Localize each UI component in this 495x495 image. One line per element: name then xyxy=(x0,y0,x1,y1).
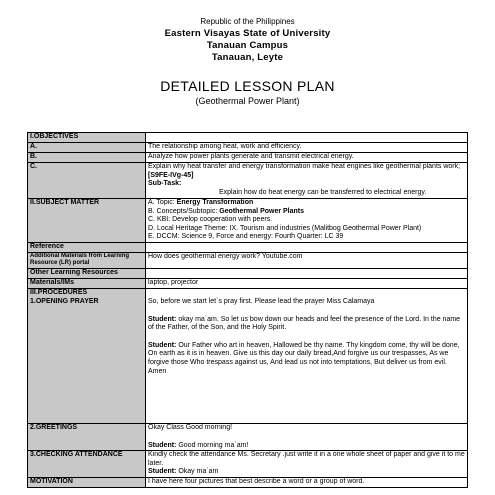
other-resources-value xyxy=(146,269,468,279)
document-title: DETAILED LESSON PLAN xyxy=(160,78,335,94)
prayer-response-1: okay ma`am. So let us bow down our heads and feel the presence of the Lord. In the name of the Father, of the Son, and the Holy Spirit. xyxy=(148,315,461,332)
table-row xyxy=(28,163,468,199)
topic-prefix: A. Topic: xyxy=(148,199,177,206)
objective-c-label: C. xyxy=(28,163,146,199)
lesson-plan-table xyxy=(27,132,468,488)
motivation-label: MOTIVATION xyxy=(28,478,146,488)
objective-c-code: [S9FE-IVg-45] xyxy=(148,171,194,179)
subtask-label: Sub-Task: xyxy=(148,180,182,188)
materials-text: laptop, projector xyxy=(146,279,468,289)
objective-b-label: B. xyxy=(28,153,146,163)
prayer-response-2: Our Father who art in heaven, Hallowed be thy name. Thy kingdom come, thy will be done, On earth as it is in heaven. Give us this day our daily bread,And forgive us our trespasses, As we forgive those Who trespass against us, And lead us not into temptations, But deliver us from evil. Amen xyxy=(148,341,460,375)
opening-prayer-cell xyxy=(146,289,468,424)
attendance-cell xyxy=(146,451,468,478)
attendance-text: Kindly check the attendance Ms. Secretary .just write it in a one whole sheet of paper and give it to me later. xyxy=(148,451,465,467)
table-row xyxy=(28,279,468,289)
procedures-label: III.PROCEDURES xyxy=(30,289,88,296)
table-row xyxy=(28,478,468,488)
table-row xyxy=(28,451,468,478)
attendance-label: 3.CHECKING ATTENDANCE xyxy=(28,451,146,478)
materials-label: Materials/IMs xyxy=(28,279,146,289)
concepts-value: Geothermal Power Plants xyxy=(219,207,305,215)
table-row xyxy=(28,143,468,153)
opening-intro: So, before we start let`s pray first. Please lead the prayer Miss Calamaya xyxy=(148,298,375,305)
reference-label: Reference xyxy=(28,243,146,253)
table-row xyxy=(28,289,468,424)
other-resources-label: Other Learning Resources xyxy=(28,269,146,279)
republic-line: Republic of the Philippines xyxy=(200,17,295,26)
table-row xyxy=(28,269,468,279)
objective-a-label: A. xyxy=(28,143,146,153)
objective-c-text: Explain why heat transfer and energy transformation make heat engines like geothermal plants work; xyxy=(148,163,461,170)
attendance-response: Okay ma`am xyxy=(176,468,219,476)
table-row xyxy=(28,243,468,253)
student-label: Student: xyxy=(148,315,177,323)
table-row xyxy=(28,199,468,243)
opening-prayer-label: 1.OPENING PRAYER xyxy=(30,297,99,305)
student-label: Student: xyxy=(148,441,177,449)
university-name: Eastern Visayas State of University xyxy=(164,28,331,39)
objectives-value xyxy=(146,133,468,143)
table-row xyxy=(28,424,468,451)
table-row xyxy=(28,133,468,143)
greetings-cell xyxy=(146,424,468,451)
motivation-text: I have here four pictures that best describe a word or a group of word. xyxy=(146,478,468,488)
campus-name: Tanauan Campus xyxy=(206,40,289,51)
greetings-text: Okay Class Good morning! xyxy=(148,424,233,431)
objectives-label: I.OBJECTIVES xyxy=(28,133,146,143)
topic-value: Energy Transformation xyxy=(176,199,254,206)
campus-location: Tanauan, Leyte xyxy=(211,52,284,63)
objective-a-text: The relationship among heat, work and efficiency. xyxy=(146,143,468,153)
student-label: Student: xyxy=(148,468,177,476)
objective-c-cell xyxy=(146,163,468,199)
subject-matter-cell xyxy=(146,199,468,243)
additional-materials-text: How does geothermal energy work? Youtube.com xyxy=(146,253,468,269)
reference-value xyxy=(146,243,468,253)
table-row xyxy=(28,153,468,163)
dccm-line: E. DCCM: Science 9, Force and energy: Fourth Quarter: LC 39 xyxy=(148,233,344,241)
table-row xyxy=(28,253,468,269)
greetings-label: 2.GREETINGS xyxy=(28,424,146,451)
student-label: Student: xyxy=(148,341,177,349)
concepts-prefix: B. Concepts/Subtopic: xyxy=(148,207,220,215)
additional-materials-label: Additional Materials from Learning Resource (LR) portal xyxy=(28,253,146,269)
document-subtitle: (Geothermal Power Plant) xyxy=(195,96,300,106)
subtask-text: Explain how do heat energy can be transferred to electrical energy. xyxy=(219,188,427,196)
subject-matter-label: II.SUBJECT MATTER xyxy=(28,199,146,243)
heritage-line: D. Local Heritage Theme: IX. Tourism and industries (Malitbog Geothermal Power Plant) xyxy=(148,224,422,232)
kbi-line: C. KBI: Develop cooperation with peers. xyxy=(148,216,273,224)
procedures-cell xyxy=(28,289,146,424)
objective-b-text: Analyze how power plants generate and transmit electrical energy. xyxy=(146,153,468,163)
greetings-response: Good morning ma`am! xyxy=(176,441,249,449)
